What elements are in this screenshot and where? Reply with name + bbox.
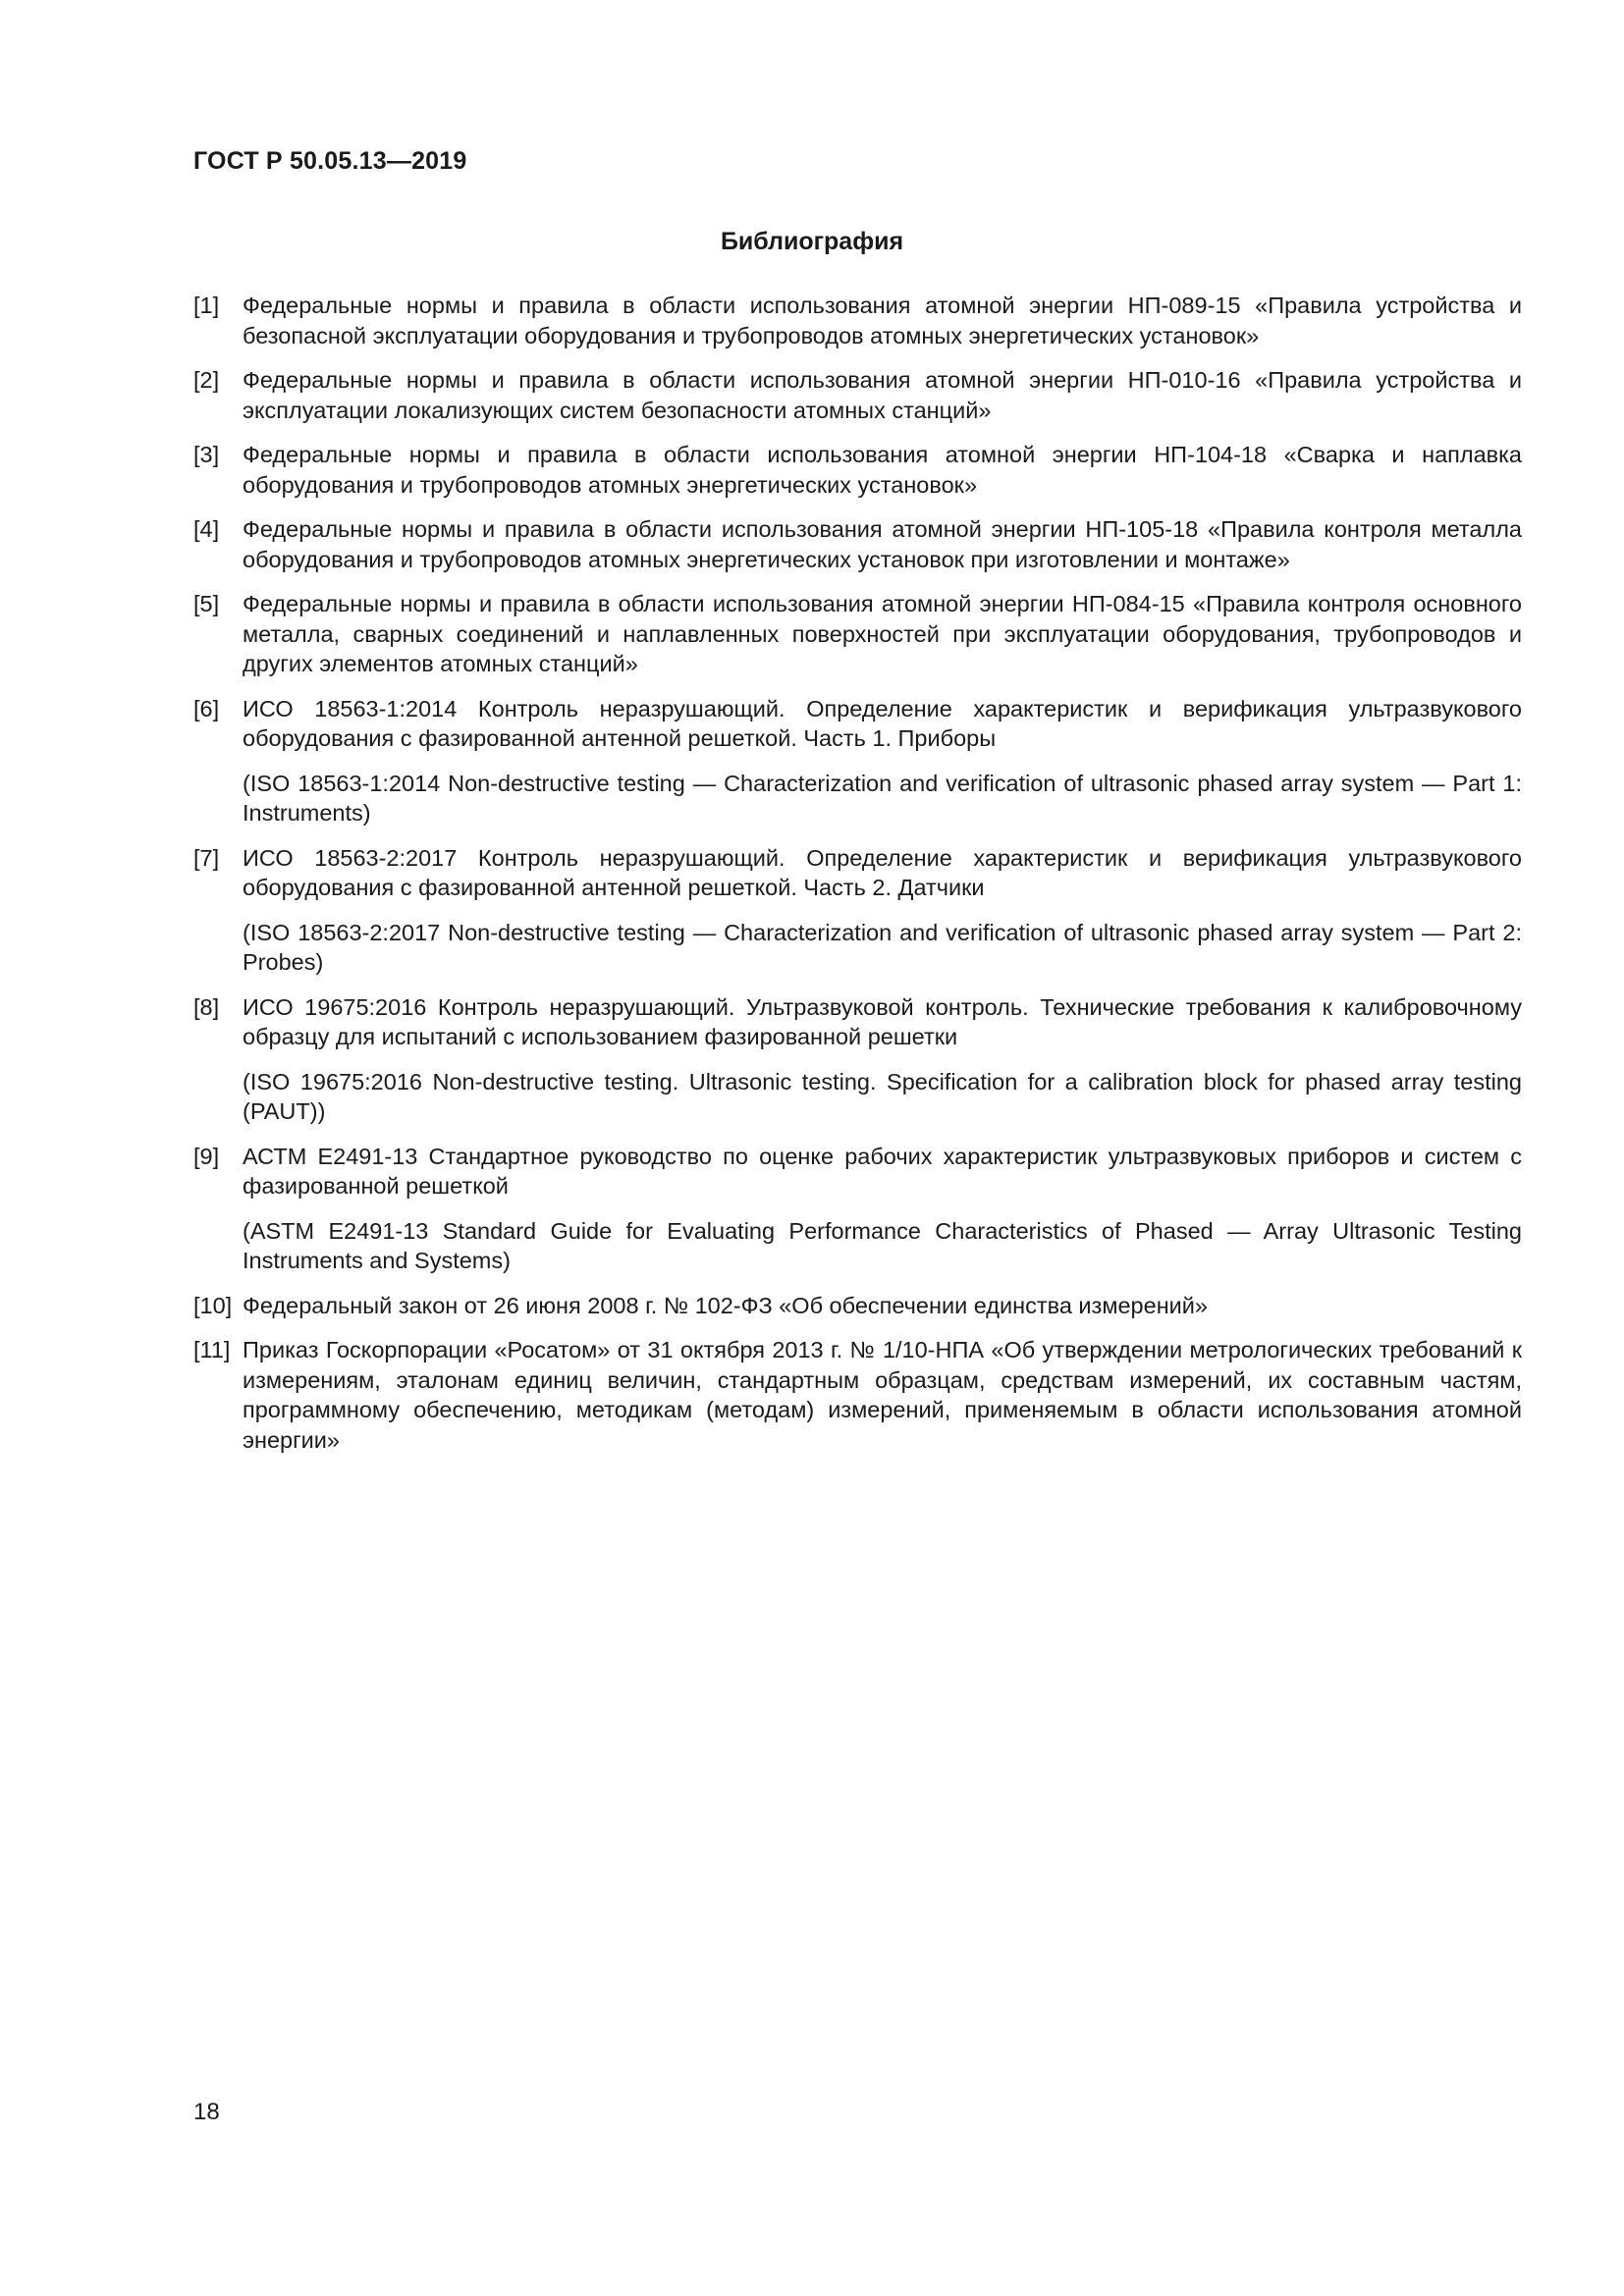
entry-number: [1] <box>193 293 220 318</box>
entry-number: [5] <box>193 591 220 616</box>
entry-translation: (ISO 18563-2:2017 Non-destructive testing — Characterization and verification of ultrasonic phased array system — Part 2: Probes) <box>243 919 1522 975</box>
bibliography-entry <box>193 843 1522 978</box>
entry-text: Федеральные нормы и правила в области использования атомной энергии НП-104-18 «Сварка и наплавка оборудования и трубопроводов атомных энергетических установок» <box>243 442 1522 498</box>
entry-number: [6] <box>193 695 220 721</box>
section-title: Библиография <box>720 228 904 255</box>
entry-text: АСТМ Е2491-13 Стандартное руководство по оценке рабочих характеристик ультразвуковых приборов и систем с фазированной решеткой <box>243 1143 1522 1199</box>
entry-number: [9] <box>193 1143 220 1169</box>
bibliography-entry <box>193 365 1522 425</box>
entry-text: Федеральный закон от 26 июня 2008 г. № 102-ФЗ «Об обеспечении единства измерений» <box>243 1292 1208 1318</box>
entry-number: [4] <box>193 516 220 542</box>
page-number: 18 <box>193 2099 220 2125</box>
entry-text: ИСО 18563-1:2014 Контроль неразрушающий. Определение характеристик и верификация ультразвукового оборудования с фазированной антенной решеткой. Часть 1. Приборы <box>243 695 1522 751</box>
entry-text: Федеральные нормы и правила в области использования атомной энергии НП-105-18 «Правила контроля металла оборудования и трубопроводов атомных энергетических установок при изготовлении и монтаже» <box>243 516 1522 572</box>
entry-text: Федеральные нормы и правила в области использования атомной энергии НП-010-16 «Правила устройства и эксплуатации локализующих систем безопасности атомных станций» <box>243 367 1522 423</box>
entry-text: Федеральные нормы и правила в области использования атомной энергии НП-089-15 «Правила устройства и безопасной эксплуатации оборудования и трубопроводов атомных энергетических установок» <box>243 293 1522 348</box>
bibliography-entry <box>193 1291 1522 1321</box>
entry-number: [2] <box>193 367 220 393</box>
entry-number: [10] <box>193 1292 233 1318</box>
bibliography-entry <box>193 694 1522 828</box>
standard-code: ГОСТ Р 50.05.13—2019 <box>193 147 467 175</box>
entry-text: Федеральные нормы и правила в области использования атомной энергии НП-084-15 «Правила контроля основного металла, сварных соединений и наплавленных поверхностей при эксплуатации оборудования, трубопроводов и других элементов атомных станций» <box>243 591 1522 676</box>
entry-number: [8] <box>193 993 220 1020</box>
entry-text: ИСО 18563-2:2017 Контроль неразрушающий. Определение характеристик и верификация ультразвукового оборудования с фазированной антенной решеткой. Часть 2. Датчики <box>243 844 1522 900</box>
bibliography-entry <box>193 589 1522 679</box>
bibliography-entry <box>193 291 1522 350</box>
entry-number: [7] <box>193 844 220 871</box>
bibliography-list <box>193 291 1522 1469</box>
entry-translation: (ASTM E2491-13 Standard Guide for Evaluating Performance Characteristics of Phased — Array Ultrasonic Testing Instruments and Systems) <box>243 1217 1522 1273</box>
entry-translation: (ISO 18563-1:2014 Non-destructive testing — Characterization and verification of ultrasonic phased array system — Part 1: Instruments) <box>243 770 1522 826</box>
bibliography-entry <box>193 1335 1522 1455</box>
bibliography-entry <box>193 440 1522 500</box>
entry-text: ИСО 19675:2016 Контроль неразрушающий. Ультразвуковой контроль. Технические требования к калибровочному образцу для испытаний с использованием фазированной решетки <box>243 993 1522 1049</box>
bibliography-entry <box>193 514 1522 574</box>
bibliography-entry <box>193 992 1522 1127</box>
entry-translation: (ISO 19675:2016 Non-destructive testing. Ultrasonic testing. Specification for a calibration block for phased array testing (PAUT)) <box>243 1068 1522 1124</box>
bibliography-entry <box>193 1142 1522 1276</box>
entry-text: Приказ Госкорпорации «Росатом» от 31 октября 2013 г. № 1/10-НПА «Об утверждении метрологических требований к измерениям, эталонам единиц величин, стандартным образцам, средствам измерений, их составным частям, программному обеспечению, методикам (методам) измерений, применяемым в области использования атомной энергии» <box>243 1337 1522 1453</box>
entry-number: [11] <box>193 1337 231 1362</box>
entry-number: [3] <box>193 442 220 467</box>
